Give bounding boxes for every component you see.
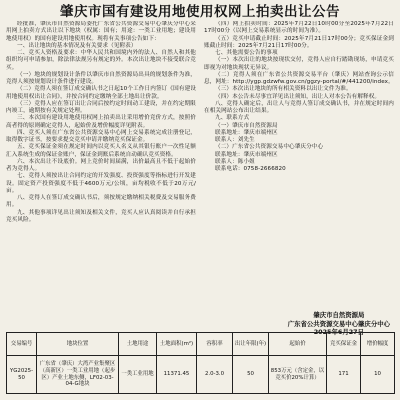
cell-land-use: 一类工业用地 (119, 356, 157, 394)
table-row (7, 356, 395, 394)
paragraph: （一）本次出让的地块按现状交付，竞得人应自行踏勘现场，申请竞买即视为对地块现状无异议。 (204, 57, 394, 71)
cell-trade-no: YG2025-50 (7, 356, 37, 394)
paragraph: 八、竞得人确定后，出让人与竞得人签订成交确认书，并在规定时间内在相关网站公布出让结果。 (204, 100, 394, 114)
paragraph: （一）地块的规划设计条件以肇庆市自然资源局出具的规划条件为准，竞得人须按规划设计条件进行建设。 (6, 71, 196, 85)
paragraph: 联系电话：0758-2666820 (215, 166, 286, 172)
issuer-org: 肇庆市自然资源局 (313, 311, 365, 319)
paragraph: 联系人：刘先生 (215, 137, 255, 143)
announcement-title: 肇庆市国有建设用地使用权网上拍卖出让公告 (60, 4, 340, 20)
column-header: 土地面积(m²) (157, 333, 197, 356)
paragraph: （三）本次出让地块的所有相关资料以出让文件为准。 (215, 86, 352, 93)
column-header: 交易编号 (7, 333, 37, 356)
column-header: 出让年限(年) (233, 333, 269, 356)
cell-area: 11371.45 (157, 356, 197, 394)
paragraph: 三、本次国有建设用地使用权网上拍卖出让采用增价竞价方式，按照价高者得的原则确定竞得人，起始价及增价幅度详见附表。 (6, 115, 196, 129)
paragraph: 联系人：陈小姐 (215, 158, 255, 165)
paragraph: 九、联系方式 (215, 115, 250, 122)
paragraph: 联系地址：肇庆市端州区 (215, 129, 278, 136)
cell-location: 广东省（肇庆）大湾产业集聚区（高新区）一类工业用地（起步区）产业土地东侧，LF02-03-04-G地块 (37, 356, 119, 394)
paragraph: 七、其他需要公告的事项 (215, 50, 278, 56)
paragraph: （二）竞得人须在广东省公共资源交易平台（肇庆）网站查询公示信息，网址：http://ygp.gdzwfw.gov.cn/ggzy-portal/#/441200/index。 (204, 71, 394, 85)
right-column (204, 21, 394, 313)
column-header: 增价幅度 (361, 333, 395, 356)
cell-increment: 10 (361, 356, 395, 394)
column-header: 土地用途 (119, 333, 157, 356)
left-column (6, 21, 196, 313)
issuer-org: 广东省公共资源交易中心肇庆分中心 (287, 319, 390, 328)
paragraph: 四、竞买人须在广东省公共资源交易中心网上交易系统完成注册登记，取得数字证书，按要求提交竞买申请并缴纳竞买保证金。 (6, 129, 196, 143)
paragraph: （四）网上拍卖时间：2025年7月22日10时00分至2025年7月22日17时00分（以网上交易系统显示的时间为准）。 (204, 21, 394, 35)
paragraph: （一）肇庆市自然资源局 (215, 122, 278, 129)
table-header-row (7, 333, 395, 356)
paragraph: （二）竞得人须在签订成交确认书之日起10个工作日内签订《国有建设用地使用权出让合同》，并按合同约定缴纳全部土地出让价款。 (6, 86, 196, 100)
column-header: 起始价 (269, 333, 327, 356)
column-header: 地块位置 (37, 333, 119, 356)
paragraph: （二）广东省公共资源交易中心肇庆分中心 (215, 144, 324, 151)
cell-start-price: 853万元（含定金，以竞买价20%计算） (269, 356, 327, 394)
paragraph: （四）本公告未尽事宜详见出让须知，出让人对本公告有解释权。 (215, 93, 381, 100)
body-columns (6, 21, 394, 313)
paragraph: 六、本次出让不设底价。网上竞价时间届满，出价最高且不低于起始价者为竞得人。 (6, 158, 196, 172)
cell-term: 50 (233, 356, 269, 394)
issue-date: 2025年6月27日 (313, 328, 365, 336)
paragraph: 经批准，肇庆市自然资源局委托广东省公共资源交易中心肇庆分中心采用网上拍卖方式出让以下地块（权属：国有；用途：一类工业用地；建设用地使用权）的国有建设用地使用权。现将有关事项公告如下： (6, 21, 196, 42)
column-header: 容积率 (197, 333, 233, 356)
paragraph: 联系地址：肇庆市端州区 (215, 151, 278, 158)
parcel-table (6, 332, 395, 394)
paragraph: 二、竞买人资格及要求：中华人民共和国境内外的法人、自然人和其他组织均可申请参加，除法律法规另有规定的外。本次出让地块不接受联合竞买。 (6, 50, 196, 71)
paragraph: 八、竞得人在签订成交确认书后，须按规定缴纳相关税费及交易服务费用。 (6, 195, 196, 209)
paragraph: 七、竞得人须按出让合同约定的开发强度、投资强度等指标进行开发建设。固定资产投资强度不低于4600万元/公顷，亩均税收不低于20万元/亩。 (6, 173, 196, 194)
paragraph: （三）竞得人应在签订出让合同后按约定时间动工建设，并在约定期限内竣工，逾期按有关规定处理。 (6, 100, 196, 114)
paragraph: 九、其他事项详见出让须知及相关文件，竞买人应认真阅读并自行承担竞买风险。 (6, 209, 196, 223)
cell-deposit: 171 (327, 356, 361, 394)
paragraph: （五）竞买申请截止时间：2025年7月21日17时00分；竞买保证金到账截止时间：2025年7月21日17时00分。 (204, 35, 394, 49)
column-header: 竞买保证金 (327, 333, 361, 356)
paragraph: 五、竞买保证金须在规定时间内以竞买人名义从其银行账户一次性足额汇入系统生成的保证金账户，保证金到账后系统自动确认竞买资格。 (6, 144, 196, 158)
cell-plot-ratio: 2.0-3.0 (197, 356, 233, 394)
paragraph: 一、出让地块的基本情况及有关要求（见附表） (17, 42, 137, 49)
